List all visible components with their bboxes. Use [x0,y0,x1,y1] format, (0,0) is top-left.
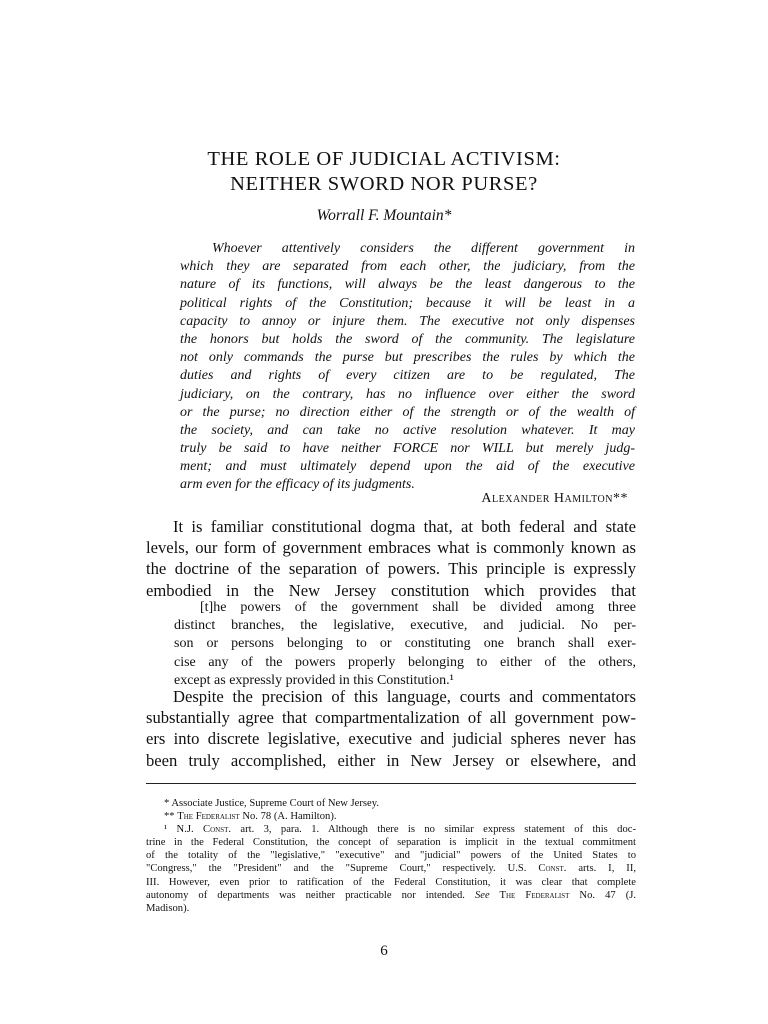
epigraph-line: or the purse; no direction either of the strength or of the wealth of [180,404,635,420]
footnote-text: No. 78 (A. Hamilton). [239,811,337,823]
epigraph-line: arm even for the efficacy of its judgments. [180,477,415,493]
footnote-text: ** [164,811,178,823]
page-number: 6 [380,943,388,959]
footnote-text: * Associate Justice, Supreme Court of New Jersey. [164,798,379,809]
body-line: been truly accomplished, either in New Jersey or elsewhere, and [146,750,636,770]
footnote-1-line: of the totality of the "legislative," "executive" and "judicial" powers of the United States to [146,850,636,862]
footnote-text: "Congress," the "President" and the "Supreme Court," respectively. U.S. [146,863,539,875]
body-line: levels, our form of government embraces what is commonly known as [146,538,636,558]
footnote-text: No. 47 (J. [569,889,637,901]
epigraph-line: Whoever attentively considers the different government in [212,241,635,256]
epigraph [180,240,635,495]
footnote-1-line: trine in the Federal Constitution, the concept of separation is implicit in the textual commitment [146,837,636,849]
quote-line: distinct branches, the legislative, executive, and judicial. No per- [174,618,636,634]
quote-line: [t]he powers of the government shall be divided among three [200,600,636,615]
quote-line: cise any of the powers properly belonging to either of the others, [174,654,636,670]
epigraph-line: ment; and must ultimately depend upon the aid of the executive [180,459,635,475]
footnote-1-line [146,862,636,875]
body-line: embodied in the New Jersey constitution which provides that [146,580,636,600]
author-byline: Worrall F. Mountain* [316,207,452,224]
body-line: It is familiar constitutional dogma that, at both federal and state [173,517,636,536]
epigraph-line: not only commands the purse but prescribes the rules by which the [180,350,635,366]
footnote-text: arts. I, II, [566,863,636,875]
article-title-line-2: NEITHER SWORD NOR PURSE? [230,173,538,195]
body-paragraph-1 [146,516,636,601]
epigraph-line: political rights of the Constitution; because it will be least in a [180,295,635,311]
quote-line: except as expressly provided in this Constitution.¹ [174,672,454,688]
article-title-line-1: THE ROLE OF JUDICIAL ACTIVISM: [207,148,561,170]
quote-line: son or persons belonging to or constituting one branch shall exer- [174,636,636,652]
footnote-1-line [146,823,636,836]
footnote-citation: The Federalist [489,889,570,901]
footnote-divider [146,783,636,784]
block-quote [174,599,636,690]
footnote-double-star [146,810,636,823]
footnote-text: ¹ N.J. [164,824,204,836]
body-line: Despite the precision of this language, courts and commentators [173,687,636,706]
body-line: the doctrine of the separation of powers. This principle is expressly [146,559,636,579]
body-line: ers into discrete legislative, executive and judicial spheres never has [146,729,636,749]
footnote-star [146,797,636,810]
footnotes [146,797,636,915]
footnote-signal: See [474,889,490,901]
footnote-text: art. 3, para. 1. Although there is no similar express statement of this doc- [231,824,636,836]
epigraph-line: capacity to annoy or injure them. The executive not only dispenses [180,313,635,329]
epigraph-line: nature of its functions, will always be the least dangerous to the [180,277,635,293]
epigraph-line: the society, and can take no active resolution whatever. It may [180,422,635,438]
epigraph-line: duties and rights of every citizen are to be regulated, The [180,368,635,384]
epigraph-line: judiciary, on the contrary, has no influence over either the sword [180,386,635,402]
epigraph-line: truly be said to have neither FORCE nor WILL but merely judg- [180,441,635,457]
footnote-citation: The Federalist [177,811,240,823]
footnote-citation: Const. [203,824,232,836]
footnote-citation: Const. [538,863,567,875]
body-line: substantially agree that compartmentalization of all government pow- [146,708,636,728]
epigraph-line: which they are separated from each other, the judiciary, from the [180,259,635,275]
footnote-1-line: Madison). [146,902,190,914]
epigraph-attribution: Alexander Hamilton** [481,491,628,506]
footnote-1-line: III. However, even prior to ratification of the Federal Constitution, it was clear that complete [146,876,636,888]
epigraph-line: the honors but holds the sword of the community. The legislature [180,331,635,347]
body-paragraph-2 [146,686,636,771]
footnote-text: autonomy of departments was neither practicable nor intended. [146,889,475,901]
footnote-1-line [146,889,636,902]
